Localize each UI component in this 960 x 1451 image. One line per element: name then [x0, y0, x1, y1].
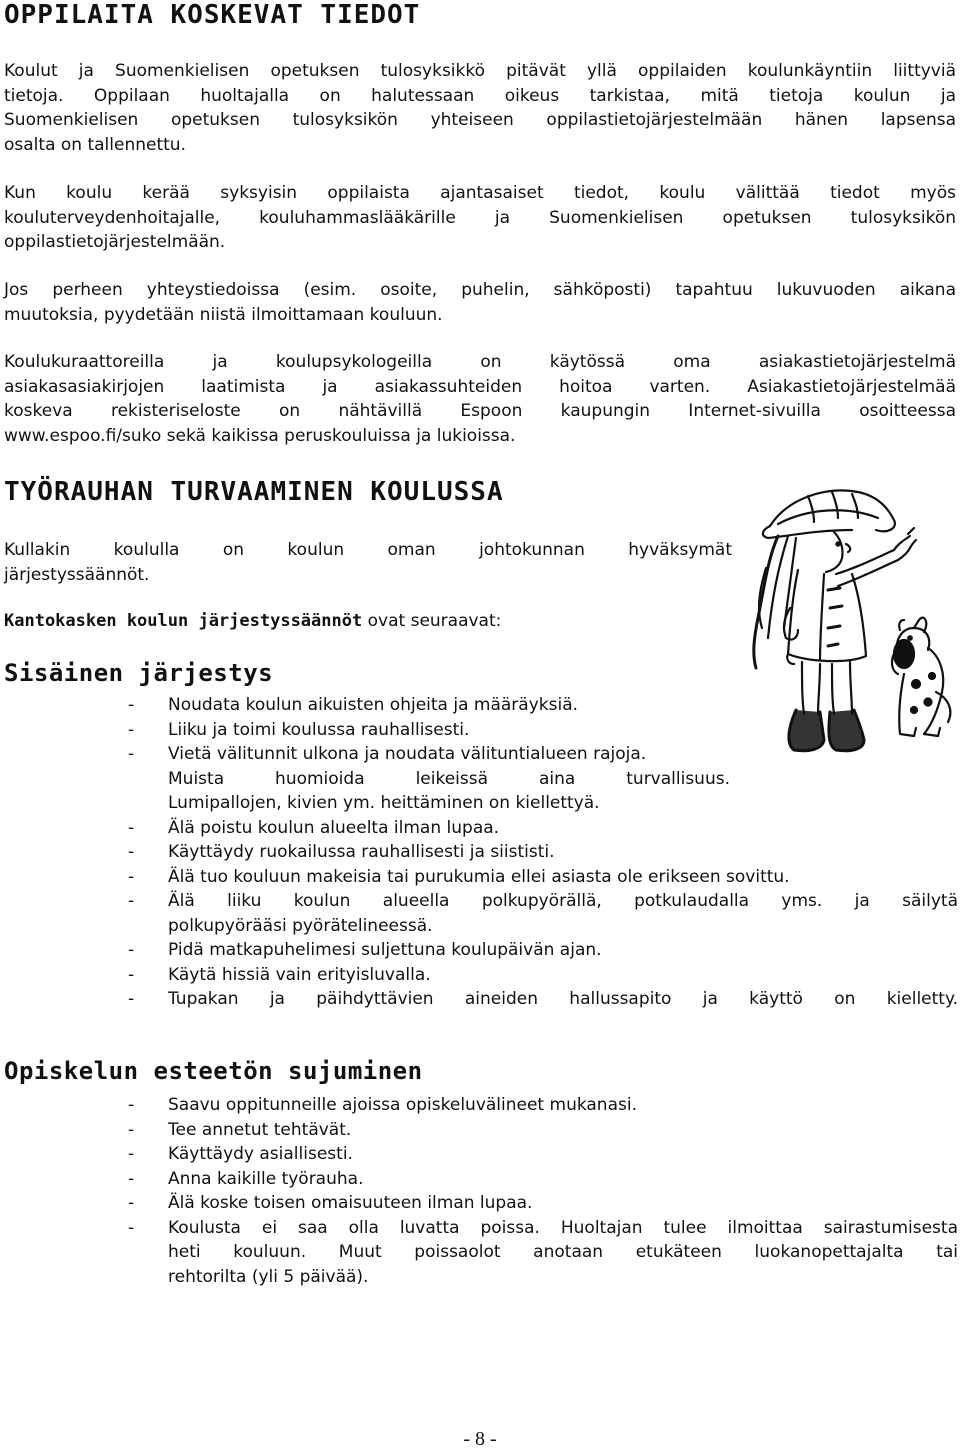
subheading-indoor-order: Sisäinen järjestys: [4, 659, 274, 687]
text-line: Jos perheen yhteystiedoissa (esim. osoite, puhelin, sähköposti) tapahtuu lukuvuoden aikana: [4, 280, 956, 300]
list-item: [0, 1118, 958, 1143]
list-item: [0, 1216, 958, 1290]
list-item: [0, 1093, 958, 1118]
list-item: [0, 865, 958, 890]
list-item-text: Lumipallojen, kivien ym. heittäminen on kiellettyä.: [168, 793, 600, 813]
list-item-text: - Käyttäydy asiallisesti.: [168, 1144, 353, 1164]
study-rules-list: [0, 1093, 958, 1289]
list-item-text: - Tupakan ja päihdyttävien aineiden hallussapito ja käyttö on kielletty.: [168, 989, 958, 1009]
text-line: Suomenkielisen opetuksen tulosyksikön yhteiseen oppilastietojärjestelmään hänen lapsensa: [4, 110, 956, 130]
text-line: asiakasasiakirjojen laatimista ja asiakassuhteiden hoitoa varten. Asiakastietojärjestelmää: [4, 376, 956, 397]
list-item: [0, 1191, 958, 1216]
text-line: www.espoo.fi/suko sekä kaikissa peruskouluissa ja lukioissa.: [4, 425, 516, 446]
list-item-text: - Noudata koulun aikuisten ohjeita ja määräyksiä.: [168, 695, 579, 715]
text-line: osalta on tallennettu.: [4, 134, 186, 155]
list-item-text: - Älä koske toisen omaisuuteen ilman lupaa.: [168, 1193, 533, 1213]
list-item-text: rehtorilta (yli 5 päivää).: [168, 1266, 369, 1287]
text-line: oppilastietojärjestelmään.: [4, 232, 226, 252]
list-item-text: - Saavu oppitunneille ajoissa opiskeluvälineet mukanasi.: [168, 1095, 637, 1115]
list-item: [0, 1167, 958, 1192]
paragraph-data-collection: [4, 181, 956, 255]
page-number: - 8 -: [463, 1428, 497, 1450]
text-line: tietoja. Oppilaan huoltajalla on halutessaan oikeus tarkistaa, mitä tietoja koulun ja: [4, 85, 956, 106]
list-item: [0, 816, 958, 841]
rules-lead-school-name: Kantokasken koulun järjestyssäännöt: [4, 611, 363, 631]
list-item-text: heti kouluun. Muut poissaolot anotaan etukäteen luokanopettajalta tai: [168, 1242, 958, 1262]
paragraph-school-rules-intro: [4, 538, 732, 587]
paragraph-counseling-records: [4, 350, 956, 448]
list-item-text: - Liiku ja toimi koulussa rauhallisesti.: [168, 719, 470, 740]
paragraph-student-records: [4, 59, 956, 157]
list-item: [0, 1142, 958, 1167]
text-line: Kullakin koululla on koulun oman johtokunnan hyväksymät: [4, 540, 732, 560]
list-item: [0, 742, 730, 816]
rules-lead: [4, 609, 501, 633]
subheading-unobstructed-study: Opiskelun esteetön sujuminen: [4, 1057, 423, 1085]
list-item: [0, 963, 958, 988]
text-line: kouluterveydenhoitajalle, kouluhammaslääkärille ja Suomenkielisen opetuksen tulosyksikön: [4, 207, 956, 228]
paragraph-contact-changes: [4, 278, 956, 327]
list-item-text: - Tee annetut tehtävät.: [168, 1119, 352, 1140]
text-line: Kun koulu kerää syksyisin oppilaista ajantasaiset tiedot, koulu välittää tiedot myös: [4, 183, 956, 203]
list-item-text: Muista huomioida leikeissä aina turvallisuus.: [168, 768, 730, 789]
list-item: [0, 938, 958, 963]
list-item-text: polkupyörääsi pyörätelineessä.: [168, 915, 433, 936]
text-line: järjestyssäännöt.: [4, 564, 150, 585]
list-item-text: - Älä liiku koulun alueella polkupyörällä, potkulaudalla yms. ja säilytä: [168, 891, 958, 911]
section-title-student-info: OPPILAITA KOSKEVAT TIEDOT: [4, 0, 421, 30]
list-item-text: - Vietä välitunnit ulkona ja noudata välituntialueen rajoja.: [168, 744, 647, 764]
text-line: muutoksia, pyydetään niistä ilmoittamaan kouluun.: [4, 304, 443, 325]
list-item-text: - Älä poistu koulun alueelta ilman lupaa.: [168, 817, 500, 838]
list-item-text: - Pidä matkapuhelimesi suljettuna koulupäivän ajan.: [168, 940, 602, 960]
list-item: [0, 840, 958, 865]
list-item-text: - Anna kaikille työrauha.: [168, 1168, 364, 1189]
list-item-text: - Käyttäydy ruokailussa rauhallisesti ja siististi.: [168, 842, 555, 862]
text-line: Koulukuraattoreilla ja koulupsykologeilla on käytössä oma asiakastietojärjestelmä: [4, 352, 956, 372]
list-item-text: - Koulusta ei saa olla luvatta poissa. Huoltajan tulee ilmoittaa sairastumisesta: [168, 1217, 958, 1238]
list-item-text: - Älä tuo kouluun makeisia tai purukumia ellei asiasta ole erikseen sovittu.: [168, 866, 790, 887]
list-item-text: - Käytä hissiä vain erityisluvalla.: [168, 964, 431, 985]
section-title-work-peace: TYÖRAUHAN TURVAAMINEN KOULUSSA: [4, 477, 504, 507]
rules-lead-rest: ovat seuraavat:: [362, 611, 502, 631]
text-line: koskeva rekisteriseloste on nähtävillä Espoon kaupungin Internet-sivuilla osoitteessa: [4, 401, 956, 421]
text-line: Koulut ja Suomenkielisen opetuksen tulosyksikkö pitävät yllä oppilaiden koulunkäyntiin liittyviä: [4, 61, 956, 81]
firefighter-child-with-dog-drawing: [748, 478, 960, 766]
list-item: [0, 889, 958, 938]
list-item: [0, 987, 958, 1012]
